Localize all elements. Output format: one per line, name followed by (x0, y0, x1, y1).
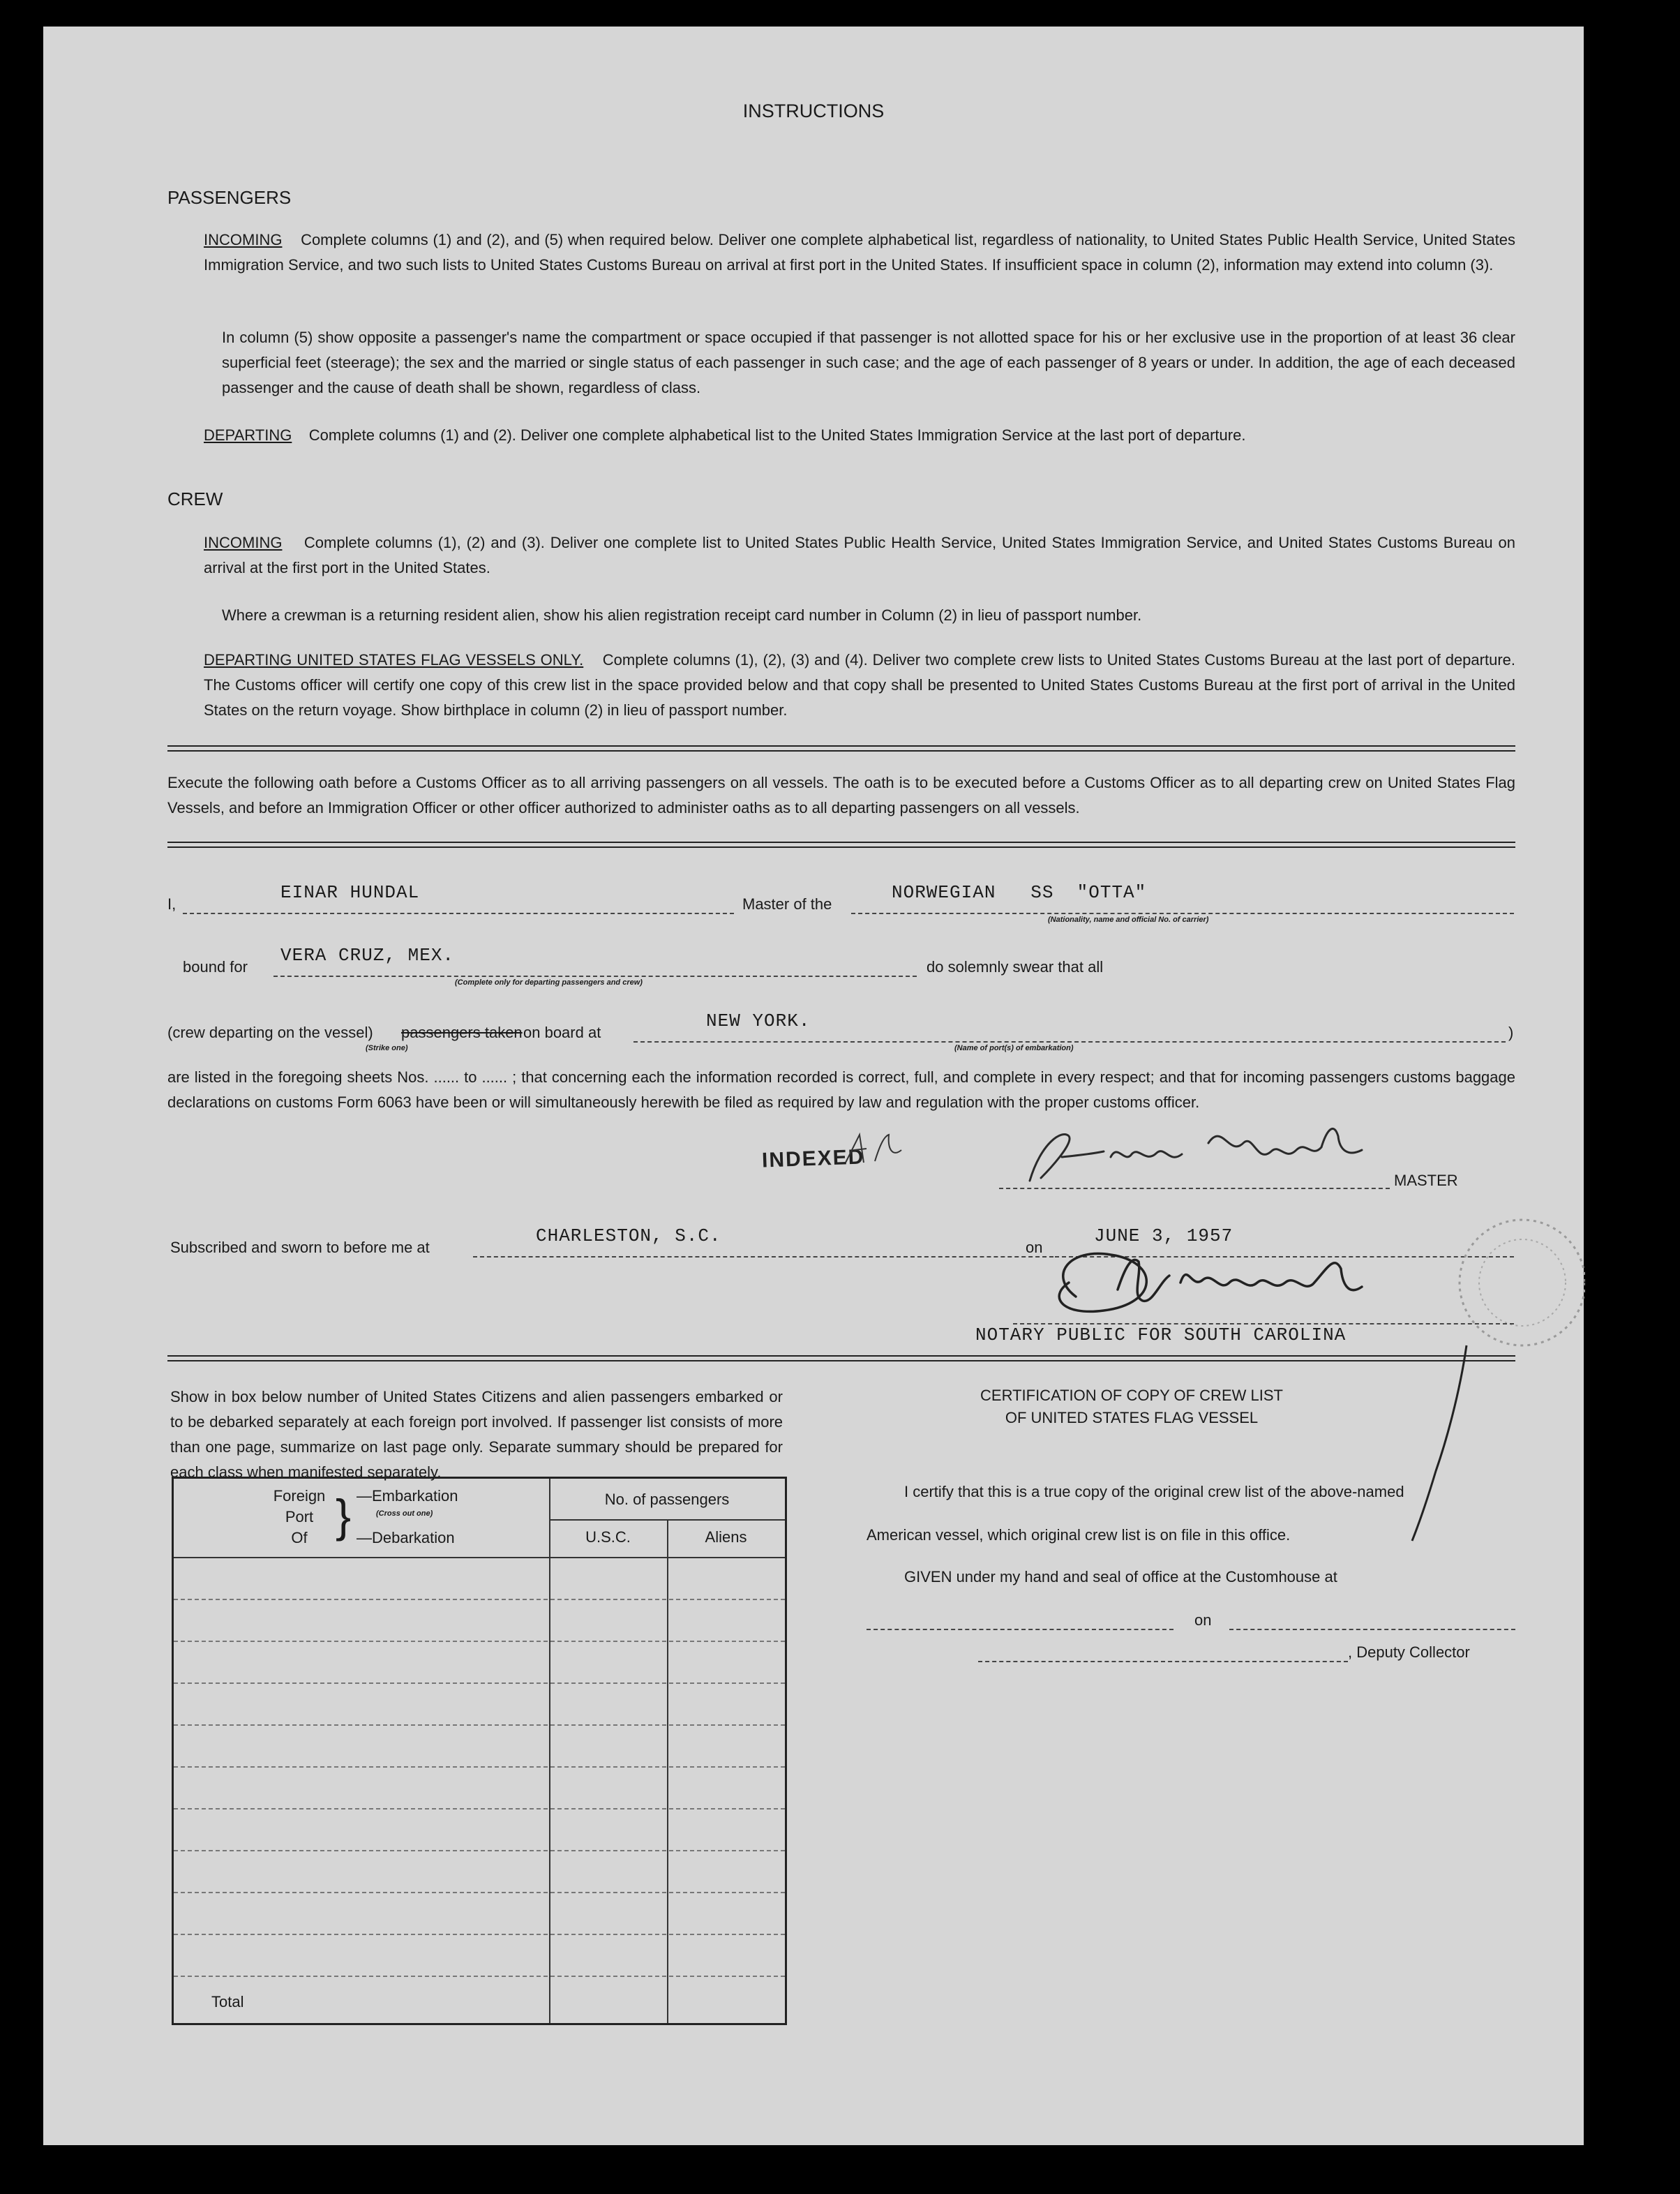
table-row (174, 1850, 785, 1851)
destination-value: VERA CRUZ, MEX. (280, 945, 455, 966)
indexed-stamp: INDEXED (761, 1145, 865, 1172)
table-row (174, 1724, 785, 1726)
table-row (174, 1641, 785, 1642)
oath-instruction: Execute the following oath before a Customs Officer as to all arriving passengers on all vessels. The oath is to be executed before a Customs Officer as to all departing crew on United States Flag Vessels, and before an Immigration Officer or other officer authorized to administer oaths as to all departing passengers on all vessels. (167, 774, 1515, 816)
destination-line (273, 976, 917, 977)
bound-for-label: bound for (183, 958, 248, 976)
table-row (174, 1599, 785, 1600)
listed-paragraph: are listed in the foregoing sheets Nos. ...... to ...... ; that concerning each the information recorded is correct, full, and complete in every respect; and that for incoming passengers customs baggage declarations on customs Form 6063 have been or will simultaneously herewith be filed as required by law and regulation with the proper customs officer. (167, 1068, 1515, 1111)
passengers-incoming-text: Complete columns (1) and (2), and (5) when required below. Deliver one complete alphabetical list, regardless of nationality, to United States Public Health Service, United States Immigration Service, and two such lists to United States Customs Bureau on arrival at first port in the United States. If insufficient space in column (2), information may extend into column (3). (204, 231, 1516, 274)
deputy-collector-label: , Deputy Collector (1348, 1643, 1470, 1661)
certification-title-line1: CERTIFICATION OF COPY OF CREW LIST (980, 1387, 1283, 1404)
sworn-place-line (473, 1256, 1053, 1258)
header-divider (549, 1519, 785, 1521)
crew-departing-label: (crew departing on the vessel) (167, 1024, 373, 1041)
brace-glyph: } (336, 1490, 352, 1542)
passengers-heading: PASSENGERS (167, 187, 292, 208)
passengers-incoming-label: INCOMING (204, 231, 283, 248)
master-name-line (183, 913, 734, 914)
foreign-port-header (257, 1486, 341, 1549)
divider (167, 745, 1515, 752)
master-label: MASTER (1394, 1172, 1458, 1189)
sworn-date-value: JUNE 3, 1957 (1094, 1225, 1233, 1246)
total-label: Total (211, 1993, 244, 2010)
table-row (174, 1892, 785, 1893)
crew-resident-paragraph: Where a crewman is a returning resident alien, show his alien registration receipt card number in Column (2) in lieu of passport number. (222, 606, 1142, 624)
certification-date-line (1229, 1629, 1515, 1630)
master-signature-line (999, 1188, 1390, 1189)
usc-header: U.S.C. (585, 1528, 631, 1546)
subscribed-label: Subscribed and sworn to before me at (170, 1239, 430, 1256)
debarkation-label: —Debarkation (357, 1529, 455, 1546)
oath-i-label: I, (167, 895, 177, 913)
on-label: on (1026, 1239, 1043, 1256)
passengers-departing-text: Complete columns (1) and (2). Deliver one complete alphabetical list to the United States Immigration Service at the last port of departure. (308, 426, 1246, 444)
summary-instructions: Show in box below number of United States Citizens and alien passengers embarked or to be debarked separately at each foreign port involved. If passenger list consists of more than one page, summarize on last page only. Separate summary should be prepared for each class when manifested separately. (170, 1388, 783, 1481)
header-foreign: Foreign (273, 1487, 326, 1505)
certification-line1: I certify that this is a true copy of the original crew list of the above-named (904, 1483, 1404, 1500)
strike-hint: (Strike one) (366, 1044, 408, 1052)
header-of: Of (291, 1529, 308, 1546)
passengers-count-header: No. of passengers (604, 1491, 730, 1508)
embark-port-value: NEW YORK. (706, 1010, 811, 1031)
certification-title (901, 1385, 1362, 1429)
table-row (174, 1808, 785, 1809)
document-page (43, 27, 1584, 2145)
swear-label: do solemnly swear that all (927, 958, 1104, 976)
vessel-line (851, 913, 1514, 914)
crew-heading: CREW (167, 488, 223, 509)
crew-departing-text: Complete columns (1), (2), (3) and (4). Deliver two complete crew lists to United States Customs Bureau at the last port of departure. The Customs officer will certify one copy of this crew list in the space provided below and that copy shall be presented to United States Customs Bureau at the first port of arrival in the United States on the return voyage. Show birthplace in column (2) in lieu of passport number. (204, 651, 1515, 719)
certification-on-label: on (1194, 1611, 1212, 1629)
embarkation-label: —Embarkation (357, 1487, 458, 1505)
embark-hint: (Name of port(s) of embarkation) (954, 1044, 1074, 1052)
header-bottom-line (174, 1557, 785, 1558)
table-row (174, 1682, 785, 1684)
page-title: INSTRUCTIONS (742, 100, 885, 121)
certification-title-line2: OF UNITED STATES FLAG VESSEL (1005, 1409, 1259, 1426)
crew-incoming-label: INCOMING (204, 534, 283, 551)
master-of-label: Master of the (742, 895, 832, 913)
vessel-hint: (Nationality, name and official No. of carrier) (1048, 916, 1209, 924)
certification-line2: American vessel, which original crew list is on file in this office. (867, 1526, 1291, 1544)
column-divider (667, 1519, 668, 2023)
master-signature-image (1020, 1115, 1411, 1199)
table-row (174, 1976, 785, 1977)
divider (167, 842, 1515, 848)
table-row (174, 1766, 785, 1768)
deputy-signature-line (978, 1661, 1348, 1662)
crew-incoming-paragraph (204, 530, 1515, 581)
cross-hint: (Cross out one) (376, 1509, 433, 1518)
indexed-initials-mark (839, 1129, 908, 1171)
crew-departing-paragraph (204, 648, 1515, 723)
crew-departing-label: DEPARTING UNITED STATES FLAG VESSELS ONLY. (204, 651, 584, 669)
aliens-header: Aliens (705, 1528, 747, 1546)
close-paren: ) (1508, 1024, 1514, 1041)
passenger-summary-table (172, 1477, 787, 2025)
struck-passengers-text: passengers taken (401, 1024, 523, 1041)
passengers-departing-label: DEPARTING (204, 426, 292, 444)
header-port: Port (285, 1508, 314, 1525)
vessel-value: NORWEGIAN SS "OTTA" (892, 882, 1147, 903)
on-board-label: on board at (523, 1024, 601, 1041)
column-divider (549, 1479, 550, 2023)
notary-value: NOTARY PUBLIC FOR SOUTH CAROLINA (975, 1324, 1347, 1345)
divider (167, 1355, 1515, 1361)
signature-stroke-image (1397, 1338, 1480, 1548)
crew-incoming-text: Complete columns (1), (2) and (3). Deliver one complete list to United States Public Health Service, United States Immigration Service, and United States Customs Bureau on arrival at the first port in the United States. (204, 534, 1515, 576)
table-row (174, 1934, 785, 1935)
destination-hint: (Complete only for departing passengers and crew) (455, 978, 643, 987)
certification-line3: GIVEN under my hand and seal of office at the Customhouse at (904, 1568, 1337, 1585)
customhouse-line (867, 1629, 1173, 1630)
sworn-place-value: CHARLESTON, S.C. (536, 1225, 721, 1246)
embark-port-line (633, 1041, 1506, 1043)
passengers-departing-paragraph (204, 423, 1515, 448)
passengers-incoming-paragraph (204, 227, 1515, 278)
passengers-column5-paragraph: In column (5) show opposite a passenger's name the compartment or space occupied if that passenger is not allotted space for his or her exclusive use in the proportion of at least 36 clear superficial feet (steerage); the sex and the married or single status of each passenger in such case; and the age of each passenger of 8 years or under. In addition, the age of each deceased passenger and the cause of death shall be shown, regardless of class. (222, 329, 1515, 396)
master-name-value: EINAR HUNDAL (280, 882, 420, 903)
